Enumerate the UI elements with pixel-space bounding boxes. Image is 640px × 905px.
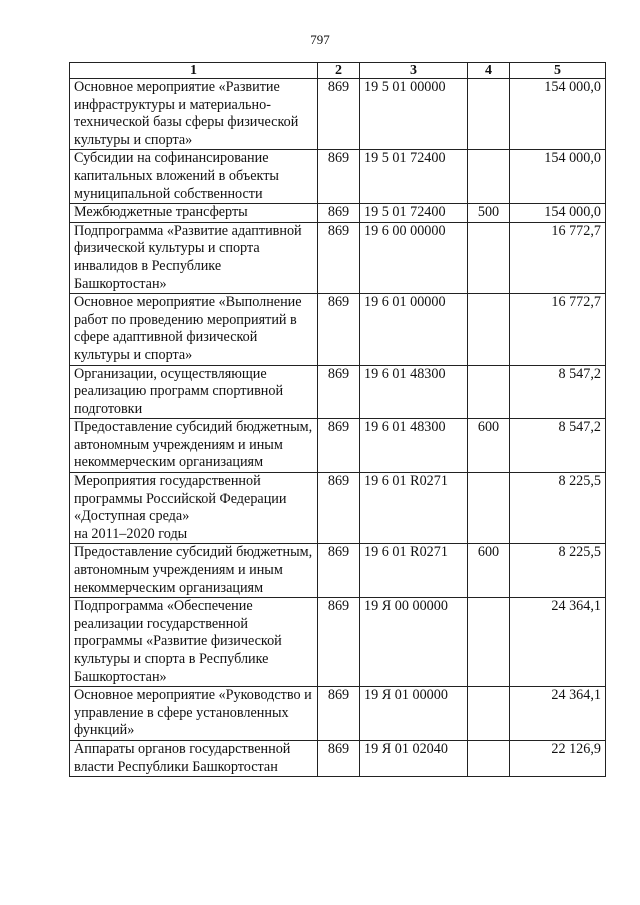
- table-row: [70, 150, 606, 204]
- row-expense-type: 600: [468, 544, 510, 598]
- row-target-article: 19 6 01 R0271: [360, 473, 468, 544]
- row-code: 869: [318, 598, 360, 687]
- row-expense-type: [468, 222, 510, 293]
- row-expense-type: [468, 79, 510, 150]
- row-name: Мероприятия государственной программы Российской Федерации «Доступная среда» на 2011–2020 годы: [70, 473, 318, 544]
- row-code: 869: [318, 294, 360, 365]
- page-number: 797: [310, 32, 330, 47]
- row-target-article: 19 5 01 72400: [360, 204, 468, 223]
- row-code: 869: [318, 687, 360, 741]
- row-expense-type: [468, 365, 510, 419]
- row-amount: 8 547,2: [510, 419, 606, 473]
- table-row: [70, 544, 606, 598]
- row-expense-type: 500: [468, 204, 510, 223]
- row-expense-type: 600: [468, 419, 510, 473]
- row-target-article: 19 6 01 R0271: [360, 544, 468, 598]
- header-row: [70, 63, 606, 79]
- row-code: 869: [318, 740, 360, 776]
- row-target-article: 19 6 01 48300: [360, 365, 468, 419]
- row-target-article: 19 6 01 48300: [360, 419, 468, 473]
- row-amount: 16 772,7: [510, 222, 606, 293]
- row-name: Основное мероприятие «Выполнение работ по проведению мероприятий в сфере адаптивной физической культуры и спорта»: [70, 294, 318, 365]
- column-header-1: 1: [70, 63, 318, 79]
- row-target-article: 19 5 01 72400: [360, 150, 468, 204]
- row-expense-type: [468, 150, 510, 204]
- table-row: [70, 687, 606, 741]
- column-header-2: 2: [318, 63, 360, 79]
- row-expense-type: [468, 687, 510, 741]
- row-name: Основное мероприятие «Руководство и управление в сфере установленных функций»: [70, 687, 318, 741]
- row-code: 869: [318, 473, 360, 544]
- row-code: 869: [318, 544, 360, 598]
- row-target-article: 19 Я 01 00000: [360, 687, 468, 741]
- row-target-article: 19 5 01 00000: [360, 79, 468, 150]
- row-name: Аппараты органов государственной власти Республики Башкортостан: [70, 740, 318, 776]
- budget-table: [69, 62, 606, 777]
- table-row: [70, 473, 606, 544]
- row-expense-type: [468, 294, 510, 365]
- column-header-3: 3: [360, 63, 468, 79]
- table-row: [70, 294, 606, 365]
- row-code: 869: [318, 79, 360, 150]
- row-code: 869: [318, 222, 360, 293]
- row-target-article: 19 Я 01 02040: [360, 740, 468, 776]
- row-name: Основное мероприятие «Развитие инфраструктуры и материально-технической базы сферы физической культуры и спорта»: [70, 79, 318, 150]
- row-name: Предоставление субсидий бюджетным, автономным учреждениям и иным некоммерческим организациям: [70, 419, 318, 473]
- table-row: [70, 598, 606, 687]
- table-header: [70, 63, 606, 79]
- row-target-article: 19 6 01 00000: [360, 294, 468, 365]
- row-code: 869: [318, 419, 360, 473]
- table-row: [70, 204, 606, 223]
- table-row: [70, 419, 606, 473]
- row-amount: 154 000,0: [510, 150, 606, 204]
- row-name: Организации, осуществляющие реализацию программ спортивной подготовки: [70, 365, 318, 419]
- row-expense-type: [468, 598, 510, 687]
- row-name: Подпрограмма «Обеспечение реализации государственной программы «Развитие физической культуры и спорта в Республике Башкортостан»: [70, 598, 318, 687]
- row-amount: 24 364,1: [510, 598, 606, 687]
- row-target-article: 19 6 00 00000: [360, 222, 468, 293]
- column-header-5: 5: [510, 63, 606, 79]
- row-amount: 22 126,9: [510, 740, 606, 776]
- row-amount: 8 225,5: [510, 473, 606, 544]
- row-expense-type: [468, 473, 510, 544]
- row-expense-type: [468, 740, 510, 776]
- table-body: [70, 79, 606, 777]
- row-code: 869: [318, 150, 360, 204]
- table-row: [70, 740, 606, 776]
- table-row: [70, 79, 606, 150]
- column-header-4: 4: [468, 63, 510, 79]
- row-code: 869: [318, 365, 360, 419]
- row-target-article: 19 Я 00 00000: [360, 598, 468, 687]
- table-row: [70, 365, 606, 419]
- row-name: Субсидии на софинансирование капитальных вложений в объекты муниципальной собственности: [70, 150, 318, 204]
- row-amount: 16 772,7: [510, 294, 606, 365]
- row-amount: 154 000,0: [510, 79, 606, 150]
- table-row: [70, 222, 606, 293]
- row-name: Предоставление субсидий бюджетным, автономным учреждениям и иным некоммерческим организациям: [70, 544, 318, 598]
- row-amount: 154 000,0: [510, 204, 606, 223]
- row-amount: 8 225,5: [510, 544, 606, 598]
- row-code: 869: [318, 204, 360, 223]
- row-name: Межбюджетные трансферты: [70, 204, 318, 223]
- row-amount: 24 364,1: [510, 687, 606, 741]
- row-amount: 8 547,2: [510, 365, 606, 419]
- row-name: Подпрограмма «Развитие адаптивной физической культуры и спорта инвалидов в Республике Башкортостан»: [70, 222, 318, 293]
